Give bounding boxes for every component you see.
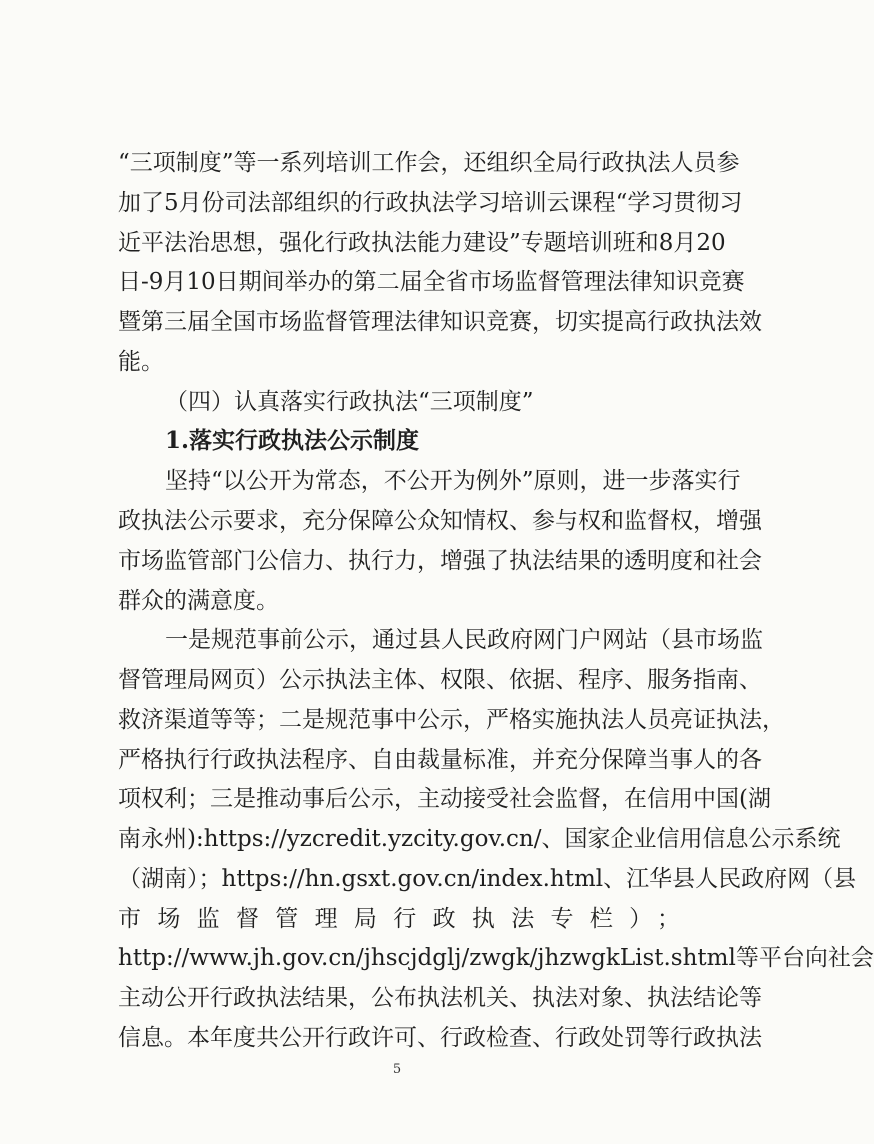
text-line: 救济渠道等等；二是规范事中公示，严格实施执法人员亮证执法， [118,707,785,733]
text-line: 能。 [118,349,164,375]
section-heading: （四）认真落实行政执法“三项制度” [165,389,534,415]
subsection-heading: 1.落实行政执法公示制度 [165,427,420,454]
page-number: 5 [392,1062,402,1077]
text-line: 暨第三届全国市场监督管理法律知识竞赛，切实提高行政执法效 [118,309,762,335]
text-line: 市场监管部门公信力、执行力，增强了执法结果的透明度和社会 [118,548,762,574]
text-line: 严格执行行政执法程序、自由裁量标准，并充分保障当事人的各 [118,747,762,773]
text-line: 南永州):https://yzcredit.yzcity.gov.cn/、国家企业信用信息公示系统 [118,826,841,852]
text-line: 市场监督管理局行政执法专栏）； [118,906,680,932]
text-line: 主动公开行政执法结果，公布执法机关、执法对象、执法结论等 [118,985,762,1011]
text-line: 督管理局网页）公示执法主体、权限、依据、程序、服务指南、 [118,667,762,693]
text-line: （湖南）；https://hn.gsxt.gov.cn/index.html、江华县人民政府网（县 [118,866,857,892]
text-line: 近平法治思想，强化行政执法能力建设”专题培训班和8月20 [118,230,726,256]
text-line: 政执法公示要求，充分保障公众知情权、参与权和监督权，增强 [118,508,762,534]
text-line: 加了5月份司法部组织的行政执法学习培训云课程“学习贯彻习 [118,190,743,216]
text-line: http://www.jh.gov.cn/jhscjdglj/zwgk/jhzwgkList.shtml等平台向社会 [118,945,874,971]
text-line: 坚持“以公开为常态，不公开为例外”原则，进一步落实行 [165,468,741,494]
text-line: 信息。本年度共公开行政许可、行政检查、行政处罚等行政执法 [118,1025,762,1051]
text-line: 项权利；三是推动事后公示，主动接受社会监督，在信用中国(湖 [118,786,771,812]
text-line: “三项制度”等一系列培训工作会，还组织全局行政执法人员参 [118,150,740,176]
text-line: 日-9月10日期间举办的第二届全省市场监督管理法律知识竞赛 [118,269,745,295]
text-line: 群众的满意度。 [118,588,279,614]
text-line: 一是规范事前公示，通过县人民政府网门户网站（县市场监 [165,627,763,653]
